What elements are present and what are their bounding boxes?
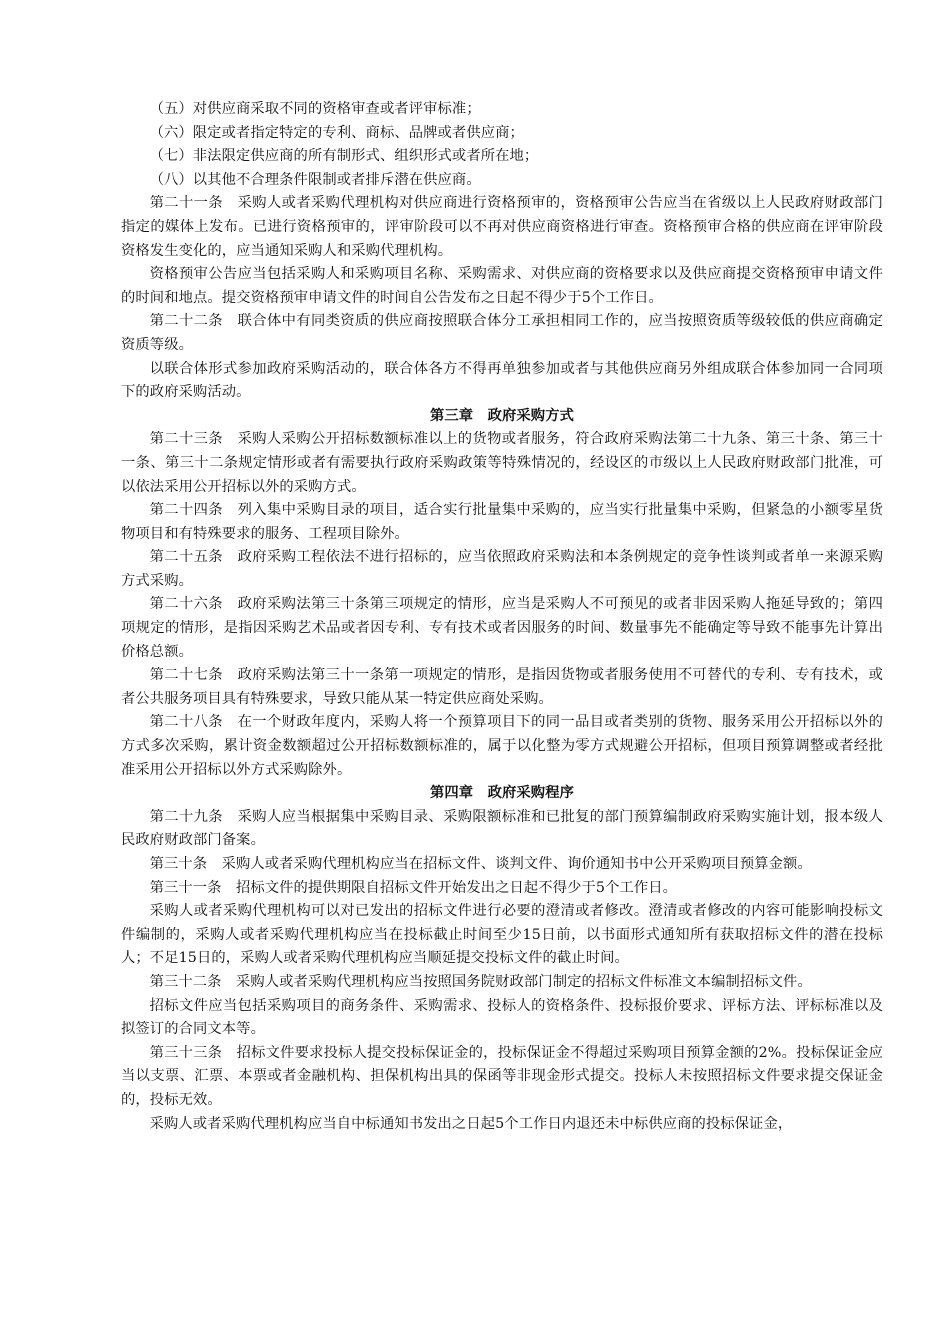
paragraph: （八）以其他不合理条件限制或者排斥潜在供应商。	[149, 171, 481, 188]
paragraph: 第三十条 采购人或者采购代理机构应当在招标文件、谈判文件、询价通知书中公开采购项目预算金额。	[149, 856, 812, 872]
paragraph: 第二十五条 政府采购工程依法不进行招标的，应当依照政府采购法和本条例规定的竞争性谈判或者单一来源采购方式采购。	[121, 549, 883, 589]
chapter-heading: 第三章 政府采购方式	[430, 407, 574, 424]
paragraph: 第三十二条 采购人或者采购代理机构应当按照国务院财政部门制定的招标文件标准文本编制招标文件。	[149, 973, 812, 990]
paragraph: 第二十七条 政府采购法第三十一条第一项规定的情形，是指因货物或者服务使用不可替代的专利、专有技术，或者公共服务项目具有特殊要求，导致只能从某一特定供应商处采购。	[121, 667, 883, 707]
paragraph: 第二十三条 采购人采购公开招标数额标准以上的货物或者服务，符合政府采购法第二十九条、第三十条、第三十一条、第三十二条规定情形或者有需要执行政府采购政策等特殊情况的，经设区的市级以上人民政府财政部门批准，可以依法采用公开招标以外的采购方式。	[121, 431, 883, 495]
paragraph: 第二十八条 在一个财政年度内，采购人将一个预算项目下的同一品目或者类别的货物、服务采用公开招标以外的方式多次采购，累计资金数额超过公开招标数额标准的，属于以化整为零方式规避公开招标，但项目预算调整或者经批准采用公开招标以外方式采购除外。	[121, 714, 883, 778]
paragraph: 第二十二条 联合体中有同类资质的供应商按照联合体分工承担相同工作的，应当按照资质等级较低的供应商确定资质等级。	[121, 313, 883, 353]
paragraph: 第二十四条 列入集中采购目录的项目，适合实行批量集中采购的，应当实行批量集中采购，但紧急的小额零星货物项目和有特殊要求的服务、工程项目除外。	[121, 502, 883, 542]
paragraph: （六）限定或者指定特定的专利、商标、品牌或者供应商；	[149, 124, 524, 141]
paragraph: 资格预审公告应当包括采购人和采购项目名称、采购需求、对供应商的资格要求以及供应商提交资格预审申请文件的时间和地点。提交资格预审申请文件的时间自公告发布之日起不得少于5个工作日。	[121, 266, 883, 306]
document-body	[121, 98, 883, 1136]
paragraph: 采购人或者采购代理机构可以对已发出的招标文件进行必要的澄清或者修改。澄清或者修改的内容可能影响投标文件编制的，采购人或者采购代理机构应当在投标截止时间至少15日前，以书面形式通知所有获取招标文件的潜在投标人；不足15日的，采购人或者采购代理机构应当顺延提交投标文件的截止时间。	[121, 903, 883, 967]
paragraph: 第二十六条 政府采购法第三十条第三项规定的情形，应当是采购人不可预见的或者非因采购人拖延导致的；第四项规定的情形，是指因采购艺术品或者因专利、专有技术或者因服务的时间、数量事先不能确定等导致不能事先计算出价格总额。	[121, 596, 883, 660]
paragraph: 招标文件应当包括采购项目的商务条件、采购需求、投标人的资格条件、投标报价要求、评标方法、评标标准以及拟签订的合同文本等。	[121, 997, 883, 1038]
paragraph: 第三十三条 招标文件要求投标人提交投标保证金的，投标保证金不得超过采购项目预算金额的2%。投标保证金应当以支票、汇票、本票或者金融机构、担保机构出具的保函等非现金形式提交。投标人未按照招标文件要求提交保证金的，投标无效。	[121, 1044, 883, 1108]
paragraph: 第二十九条 采购人应当根据集中采购目录、采购限额标准和已批复的部门预算编制政府采购实施计划，报本级人民政府财政部门备案。	[121, 808, 883, 849]
paragraph: 以联合体形式参加政府采购活动的，联合体各方不得再单独参加或者与其他供应商另外组成联合体参加同一合同项下的政府采购活动。	[121, 360, 883, 401]
paragraph: （五）对供应商采取不同的资格审查或者评审标准；	[149, 101, 481, 117]
paragraph: 采购人或者采购代理机构应当自中标通知书发出之日起5个工作日内退还未中标供应商的投标保证金，	[149, 1115, 793, 1132]
paragraph: 第三十一条 招标文件的提供期限自招标文件开始发出之日起不得少于5个工作日。	[149, 879, 678, 896]
paragraph: （七）非法限定供应商的所有制形式、组织形式或者所在地；	[149, 148, 539, 165]
paragraph: 第二十一条 采购人或者采购代理机构对供应商进行资格预审的，资格预审公告应当在省级以上人民政府财政部门指定的媒体上发布。已进行资格预审的，评审阶段可以不再对供应商资格进行审查。资格预审合格的供应商在评审阶段资格发生变化的，应当通知采购人和采购代理机构。	[121, 195, 883, 259]
chapter-heading: 第四章 政府采购程序	[430, 785, 574, 802]
